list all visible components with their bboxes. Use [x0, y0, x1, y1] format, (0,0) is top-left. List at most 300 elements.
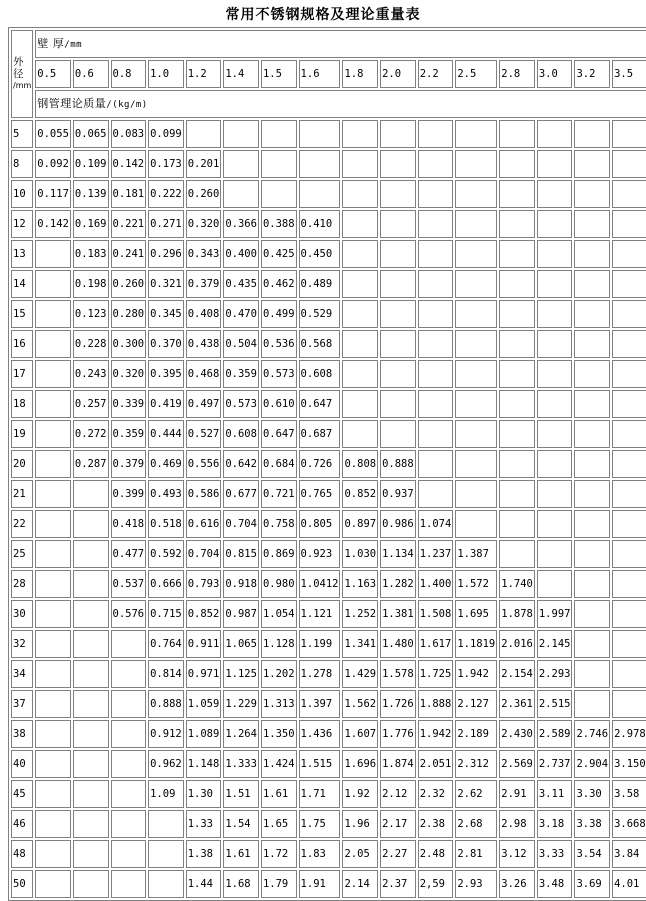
weight-cell: 1.054: [261, 600, 297, 628]
weight-cell: [35, 870, 71, 898]
weight-cell: 2.14: [342, 870, 378, 898]
weight-cell: 0.726: [299, 450, 341, 478]
weight-cell: [455, 510, 497, 538]
weight-cell: 0.099: [148, 120, 184, 148]
weight-cell: 1.997: [537, 600, 573, 628]
weight-cell: 2.361: [499, 690, 535, 718]
weight-cell: 2.430: [499, 720, 535, 748]
weight-cell: [261, 150, 297, 178]
weight-cell: 2.515: [537, 690, 573, 718]
weight-cell: 0.721: [261, 480, 297, 508]
weight-cell: [537, 570, 573, 598]
weight-cell: [35, 390, 71, 418]
weight-cell: [537, 450, 573, 478]
table-row: [11, 120, 646, 148]
weight-cell: 1.229: [223, 690, 259, 718]
weight-cell: [35, 810, 71, 838]
weight-cell: 2.051: [418, 750, 454, 778]
table-row: [11, 870, 646, 898]
weight-cell: 2.62: [455, 780, 497, 808]
wall-thickness-cell: 3.5: [612, 60, 646, 88]
weight-cell: [73, 570, 109, 598]
weight-cell: [612, 600, 646, 628]
weight-cell: 1.942: [418, 720, 454, 748]
weight-cell: [342, 150, 378, 178]
weight-cell: 0.410: [299, 210, 341, 238]
weight-cell: 3.69: [574, 870, 610, 898]
outer-diameter-cell: 48: [11, 840, 33, 868]
weight-cell: 2.91: [499, 780, 535, 808]
weight-cell: 0.343: [186, 240, 222, 268]
weight-cell: [342, 270, 378, 298]
weight-cell: 0.173: [148, 150, 184, 178]
weight-cell: 1.75: [299, 810, 341, 838]
weight-cell: 0.497: [186, 390, 222, 418]
weight-cell: [186, 120, 222, 148]
weight-cell: [574, 660, 610, 688]
outer-diameter-cell: 30: [11, 600, 33, 628]
weight-cell: [35, 630, 71, 658]
weight-cell: 0.704: [186, 540, 222, 568]
weight-cell: [111, 690, 147, 718]
weight-cell: [537, 210, 573, 238]
outer-diameter-cell: 12: [11, 210, 33, 238]
weight-cell: 0.586: [186, 480, 222, 508]
weight-cell: [499, 300, 535, 328]
weight-cell: 1.65: [261, 810, 297, 838]
weight-cell: 1.089: [186, 720, 222, 748]
weight-cell: [35, 420, 71, 448]
weight-cell: [499, 180, 535, 208]
weight-cell: 0.573: [223, 390, 259, 418]
weight-cell: 2.37: [380, 870, 416, 898]
weight-cell: 0.647: [261, 420, 297, 448]
weight-cell: [537, 120, 573, 148]
weight-cell: [612, 660, 646, 688]
table-row: [11, 420, 646, 448]
wall-thickness-cell: 2.0: [380, 60, 416, 88]
weight-cell: 1.350: [261, 720, 297, 748]
weight-cell: [499, 540, 535, 568]
weight-cell: [35, 510, 71, 538]
weight-cell: [537, 390, 573, 418]
weight-cell: 2.93: [455, 870, 497, 898]
outer-diameter-cell: 34: [11, 660, 33, 688]
weight-cell: [455, 210, 497, 238]
weight-cell: 0.642: [223, 450, 259, 478]
weight-cell: 0.793: [186, 570, 222, 598]
weight-cell: [612, 330, 646, 358]
weight-header: [35, 90, 646, 118]
weight-cell: 1.163: [342, 570, 378, 598]
weight-cell: [35, 660, 71, 688]
weight-cell: 0.260: [111, 270, 147, 298]
weight-cell: 0.228: [73, 330, 109, 358]
header-row-wall: [11, 30, 646, 58]
table-row: [11, 750, 646, 778]
weight-cell: 1.121: [299, 600, 341, 628]
weight-cell: 0.852: [186, 600, 222, 628]
weight-cell: 2.737: [537, 750, 573, 778]
weight-cell: 0.142: [35, 210, 71, 238]
weight-cell: [455, 240, 497, 268]
outer-diameter-cell: 19: [11, 420, 33, 448]
weight-cell: [35, 690, 71, 718]
weight-cell: 0.139: [73, 180, 109, 208]
weight-cell: 0.419: [148, 390, 184, 418]
weight-cell: 0.814: [148, 660, 184, 688]
weight-cell: [499, 360, 535, 388]
weight-cell: 0.684: [261, 450, 297, 478]
weight-cell: 2.05: [342, 840, 378, 868]
outer-diameter-cell: 46: [11, 810, 33, 838]
weight-cell: [612, 180, 646, 208]
weight-cell: [499, 240, 535, 268]
weight-cell: [499, 330, 535, 358]
table-row: [11, 570, 646, 598]
wall-thickness-cell: 0.6: [73, 60, 109, 88]
wall-thickness-cell: 2.8: [499, 60, 535, 88]
weight-cell: 0.370: [148, 330, 184, 358]
table-row: [11, 510, 646, 538]
weight-cell: 1.264: [223, 720, 259, 748]
weight-cell: 3.33: [537, 840, 573, 868]
weight-label: 钢管理论质量: [37, 96, 107, 110]
wall-thickness-cell: 1.4: [223, 60, 259, 88]
weight-cell: 0.257: [73, 390, 109, 418]
weight-cell: [612, 270, 646, 298]
weight-cell: 0.222: [148, 180, 184, 208]
wall-thickness-header: [35, 30, 646, 58]
weight-cell: 1.38: [186, 840, 222, 868]
od-label-line2: 径: [13, 68, 24, 80]
weight-cell: 3.30: [574, 780, 610, 808]
weight-cell: [418, 120, 454, 148]
wall-thickness-cell: 0.8: [111, 60, 147, 88]
table-row: [11, 450, 646, 478]
weight-cell: 0.499: [261, 300, 297, 328]
weight-cell: 3.12: [499, 840, 535, 868]
weight-cell: 0.408: [186, 300, 222, 328]
weight-cell: 1.91: [299, 870, 341, 898]
weight-cell: 0.280: [111, 300, 147, 328]
weight-cell: 0.321: [148, 270, 184, 298]
weight-cell: [73, 600, 109, 628]
wall-thickness-cell: 1.8: [342, 60, 378, 88]
weight-cell: [342, 420, 378, 448]
outer-diameter-cell: 17: [11, 360, 33, 388]
weight-cell: [73, 540, 109, 568]
weight-cell: 0.181: [111, 180, 147, 208]
weight-cell: [537, 360, 573, 388]
table-row: [11, 300, 646, 328]
weight-cell: 1.562: [342, 690, 378, 718]
weight-cell: [35, 570, 71, 598]
weight-cell: [342, 300, 378, 328]
weight-cell: [73, 720, 109, 748]
weight-cell: [148, 840, 184, 868]
weight-cell: [537, 180, 573, 208]
weight-cell: 1.617: [418, 630, 454, 658]
weight-cell: [574, 480, 610, 508]
weight-cell: [612, 570, 646, 598]
weight-cell: 1.942: [455, 660, 497, 688]
weight-cell: 0.243: [73, 360, 109, 388]
weight-cell: [499, 270, 535, 298]
weight-cell: [612, 630, 646, 658]
weight-cell: 0.296: [148, 240, 184, 268]
outer-diameter-cell: 5: [11, 120, 33, 148]
weight-cell: [612, 480, 646, 508]
weight-cell: 1.252: [342, 600, 378, 628]
weight-cell: 2.81: [455, 840, 497, 868]
weight-cell: 0.287: [73, 450, 109, 478]
wall-thickness-cell: 1.6: [299, 60, 341, 88]
weight-cell: 0.962: [148, 750, 184, 778]
weight-cell: 0.489: [299, 270, 341, 298]
weight-cell: [418, 480, 454, 508]
weight-cell: [73, 480, 109, 508]
weight-cell: 0.300: [111, 330, 147, 358]
weight-cell: 0.568: [299, 330, 341, 358]
weight-cell: [35, 360, 71, 388]
weight-cell: [612, 240, 646, 268]
weight-cell: 3.150: [612, 750, 646, 778]
weight-cell: [612, 540, 646, 568]
weight-cell: 0.379: [186, 270, 222, 298]
weight-cell: 1.888: [418, 690, 454, 718]
weight-cell: [455, 390, 497, 418]
weight-cell: 1.1819: [455, 630, 497, 658]
table-row: [11, 810, 646, 838]
weight-cell: [574, 330, 610, 358]
weight-cell: 1.740: [499, 570, 535, 598]
weight-cell: 1.278: [299, 660, 341, 688]
weight-cell: 0.477: [111, 540, 147, 568]
wall-unit: /mm: [64, 39, 83, 50]
outer-diameter-cell: 45: [11, 780, 33, 808]
weight-cell: [537, 480, 573, 508]
weight-cell: [574, 540, 610, 568]
weight-cell: [612, 210, 646, 238]
weight-cell: [342, 180, 378, 208]
outer-diameter-cell: 37: [11, 690, 33, 718]
weight-cell: 0.345: [148, 300, 184, 328]
weight-cell: [499, 150, 535, 178]
weight-cell: 2.27: [380, 840, 416, 868]
weight-cell: [148, 810, 184, 838]
od-label-line1: 外: [13, 56, 24, 68]
weight-cell: 0.815: [223, 540, 259, 568]
weight-cell: [574, 450, 610, 478]
weight-cell: [499, 120, 535, 148]
weight-cell: 1.61: [261, 780, 297, 808]
table-row: [11, 720, 646, 748]
page-title: 常用不锈钢规格及理论重量表: [225, 7, 421, 23]
weight-cell: 0.418: [111, 510, 147, 538]
table-row: [11, 630, 646, 658]
weight-cell: 0.888: [148, 690, 184, 718]
weight-cell: [111, 720, 147, 748]
weight-cell: 3.48: [537, 870, 573, 898]
weight-cell: [73, 690, 109, 718]
weight-cell: 1.776: [380, 720, 416, 748]
weight-cell: [574, 180, 610, 208]
outer-diameter-cell: 20: [11, 450, 33, 478]
weight-cell: [418, 390, 454, 418]
weight-cell: 2.589: [537, 720, 573, 748]
outer-diameter-cell: 10: [11, 180, 33, 208]
weight-cell: 0.339: [111, 390, 147, 418]
header-row-weight: [11, 90, 646, 118]
weight-cell: [223, 120, 259, 148]
weight-cell: 0.765: [299, 480, 341, 508]
weight-cell: 1.0412: [299, 570, 341, 598]
weight-cell: 1.09: [148, 780, 184, 808]
weight-cell: 1.51: [223, 780, 259, 808]
wall-thickness-cell: 1.0: [148, 60, 184, 88]
table-row: [11, 240, 646, 268]
weight-cell: 2.312: [455, 750, 497, 778]
weight-cell: [455, 360, 497, 388]
weight-cell: [612, 510, 646, 538]
outer-diameter-cell: 13: [11, 240, 33, 268]
weight-cell: 2.32: [418, 780, 454, 808]
weight-cell: [35, 540, 71, 568]
weight-cell: [342, 120, 378, 148]
weight-cell: 0.987: [223, 600, 259, 628]
weight-cell: [73, 780, 109, 808]
weight-cell: 1.96: [342, 810, 378, 838]
weight-cell: 1.508: [418, 600, 454, 628]
weight-cell: [35, 270, 71, 298]
weight-cell: [537, 300, 573, 328]
outer-diameter-cell: 15: [11, 300, 33, 328]
weight-cell: [537, 330, 573, 358]
weight-cell: 3.26: [499, 870, 535, 898]
weight-cell: [574, 630, 610, 658]
weight-cell: 0.869: [261, 540, 297, 568]
weight-cell: 0.462: [261, 270, 297, 298]
outer-diameter-cell: 28: [11, 570, 33, 598]
weight-cell: 1.54: [223, 810, 259, 838]
weight-cell: 0.536: [261, 330, 297, 358]
weight-cell: [111, 840, 147, 868]
weight-cell: 1.065: [223, 630, 259, 658]
weight-cell: [455, 270, 497, 298]
weight-cell: 0.912: [148, 720, 184, 748]
weight-cell: 2.145: [537, 630, 573, 658]
weight-cell: 0.221: [111, 210, 147, 238]
weight-cell: 1.030: [342, 540, 378, 568]
outer-diameter-cell: 40: [11, 750, 33, 778]
outer-diameter-cell: 50: [11, 870, 33, 898]
weight-cell: [574, 360, 610, 388]
weight-cell: 2.48: [418, 840, 454, 868]
outer-diameter-cell: 25: [11, 540, 33, 568]
table-row: [11, 780, 646, 808]
weight-cell: [499, 510, 535, 538]
weight-cell: 2.17: [380, 810, 416, 838]
weight-cell: 1.125: [223, 660, 259, 688]
weight-cell: 2.978: [612, 720, 646, 748]
weight-cell: 1.313: [261, 690, 297, 718]
weight-cell: 0.123: [73, 300, 109, 328]
weight-cell: 1.878: [499, 600, 535, 628]
weight-cell: [380, 330, 416, 358]
weight-cell: 0.388: [261, 210, 297, 238]
weight-cell: 3.58: [612, 780, 646, 808]
weight-cell: 2.746: [574, 720, 610, 748]
weight-cell: [342, 240, 378, 268]
weight-cell: 2.189: [455, 720, 497, 748]
wall-thickness-cell: 0.5: [35, 60, 71, 88]
weight-cell: 1.44: [186, 870, 222, 898]
weight-cell: 0.971: [186, 660, 222, 688]
weight-cell: [35, 750, 71, 778]
weight-cell: 1.726: [380, 690, 416, 718]
weight-cell: [418, 420, 454, 448]
weight-cell: [299, 150, 341, 178]
weight-cell: 0.608: [223, 420, 259, 448]
weight-cell: 1.83: [299, 840, 341, 868]
weight-cell: 1.874: [380, 750, 416, 778]
weight-cell: [574, 570, 610, 598]
weight-cell: [455, 120, 497, 148]
weight-cell: [380, 270, 416, 298]
weight-cell: 0.201: [186, 150, 222, 178]
weight-cell: [261, 120, 297, 148]
weight-cell: [111, 780, 147, 808]
weight-cell: [73, 660, 109, 688]
weight-cell: 2.904: [574, 750, 610, 778]
outer-diameter-header: [11, 30, 33, 118]
weight-cell: 0.715: [148, 600, 184, 628]
weight-cell: [111, 870, 147, 898]
weight-cell: [73, 810, 109, 838]
weight-cell: 0.666: [148, 570, 184, 598]
weight-cell: 0.469: [148, 450, 184, 478]
weight-cell: 1.33: [186, 810, 222, 838]
weight-cell: [342, 330, 378, 358]
weight-cell: 1.436: [299, 720, 341, 748]
wall-thickness-cell: 3.0: [537, 60, 573, 88]
weight-cell: 0.518: [148, 510, 184, 538]
weight-cell: 0.527: [186, 420, 222, 448]
weight-cell: [537, 540, 573, 568]
weight-cell: 0.092: [35, 150, 71, 178]
weight-cell: [111, 630, 147, 658]
weight-cell: 0.169: [73, 210, 109, 238]
weight-cell: 2.12: [380, 780, 416, 808]
weight-cell: 1.71: [299, 780, 341, 808]
weight-cell: 0.468: [186, 360, 222, 388]
weight-cell: [499, 390, 535, 418]
weight-cell: 0.359: [111, 420, 147, 448]
weight-cell: 1.480: [380, 630, 416, 658]
weight-cell: [35, 780, 71, 808]
weight-cell: [574, 150, 610, 178]
weight-cell: 0.937: [380, 480, 416, 508]
weight-cell: [380, 120, 416, 148]
table-row: [11, 390, 646, 418]
weight-cell: [73, 630, 109, 658]
weight-cell: 0.379: [111, 450, 147, 478]
weight-cell: [574, 210, 610, 238]
weight-cell: 1.282: [380, 570, 416, 598]
weight-cell: [612, 120, 646, 148]
wall-thickness-cell: 2.2: [418, 60, 454, 88]
